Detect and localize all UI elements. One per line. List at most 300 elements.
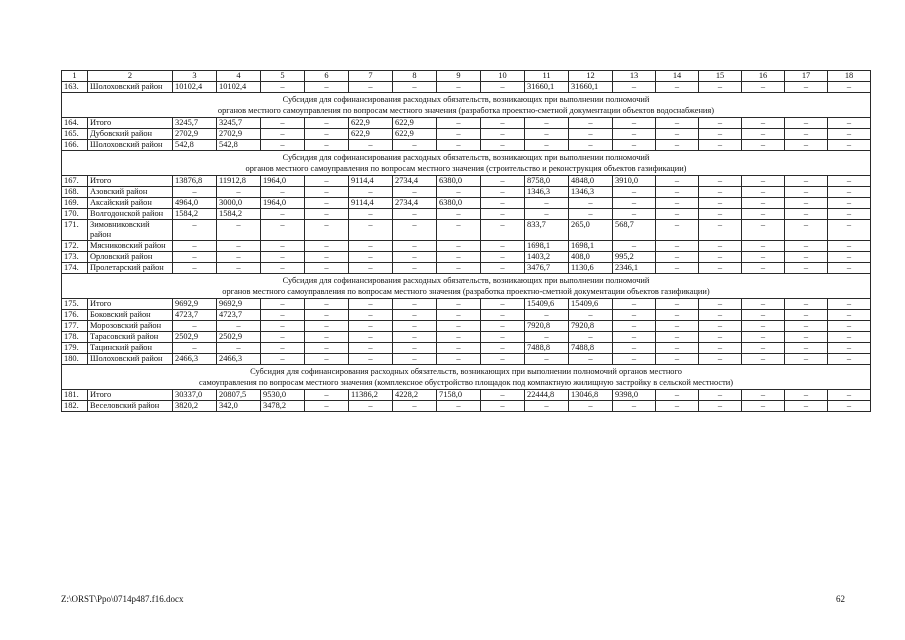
value-cell: 8758,0 [525, 176, 569, 187]
value-cell: – [261, 140, 305, 151]
value-cell: – [699, 390, 742, 401]
value-cell: 11386,2 [349, 390, 393, 401]
value-cell: 7488,8 [525, 343, 569, 354]
value-cell: – [699, 321, 742, 332]
value-cell: 2702,9 [217, 129, 261, 140]
value-cell: – [437, 354, 481, 365]
value-cell: 2734,4 [393, 198, 437, 209]
value-cell: – [525, 332, 569, 343]
value-cell: 7920,8 [569, 321, 613, 332]
value-cell: – [656, 129, 699, 140]
value-cell: – [828, 176, 871, 187]
table-row [62, 354, 871, 365]
table-row [62, 220, 871, 241]
value-cell: – [305, 198, 349, 209]
value-cell: 1346,3 [569, 187, 613, 198]
value-cell: – [828, 118, 871, 129]
value-cell: – [217, 263, 261, 274]
value-cell: – [742, 209, 785, 220]
value-cell: – [613, 332, 656, 343]
value-cell: – [481, 263, 525, 274]
value-cell: 542,8 [173, 140, 217, 151]
value-cell: – [613, 129, 656, 140]
value-cell: – [828, 263, 871, 274]
value-cell: 622,9 [349, 129, 393, 140]
value-cell: 1698,1 [525, 241, 569, 252]
value-cell: – [481, 332, 525, 343]
value-cell: 622,9 [393, 118, 437, 129]
column-number: 2 [88, 71, 173, 82]
column-number: 10 [481, 71, 525, 82]
value-cell: – [785, 82, 828, 93]
value-cell: – [481, 82, 525, 93]
value-cell: – [656, 263, 699, 274]
value-cell: – [481, 176, 525, 187]
value-cell: – [656, 310, 699, 321]
value-cell: – [742, 82, 785, 93]
district-name: Мясниковский район [88, 241, 173, 252]
value-cell: – [656, 252, 699, 263]
value-cell: – [481, 140, 525, 151]
value-cell: – [437, 220, 481, 241]
column-number: 5 [261, 71, 305, 82]
value-cell: – [437, 82, 481, 93]
table-row [62, 198, 871, 209]
value-cell: – [349, 321, 393, 332]
value-cell: – [569, 332, 613, 343]
value-cell: – [742, 252, 785, 263]
value-cell: – [699, 176, 742, 187]
value-cell: – [393, 140, 437, 151]
row-number: 166. [62, 140, 88, 151]
value-cell: – [437, 299, 481, 310]
value-cell: – [349, 187, 393, 198]
column-number: 16 [742, 71, 785, 82]
value-cell: – [742, 241, 785, 252]
value-cell: – [785, 343, 828, 354]
value-cell: 2502,9 [217, 332, 261, 343]
value-cell: – [437, 241, 481, 252]
value-cell: – [305, 140, 349, 151]
district-name: Шолоховский район [88, 354, 173, 365]
value-cell: – [699, 263, 742, 274]
value-cell: – [569, 354, 613, 365]
value-cell: 342,0 [217, 401, 261, 412]
value-cell: – [173, 241, 217, 252]
section-heading-line: Субсидия для софинансирования расходных обязательств, возникающих при выполнении полномочий органов местного [250, 367, 682, 376]
value-cell: 10102,4 [217, 82, 261, 93]
value-cell: – [261, 252, 305, 263]
value-cell: 7158,0 [437, 390, 481, 401]
value-cell: – [525, 140, 569, 151]
value-cell: – [393, 321, 437, 332]
column-number: 18 [828, 71, 871, 82]
district-name: Шолоховский район [88, 82, 173, 93]
value-cell: 833,7 [525, 220, 569, 241]
value-cell: – [437, 310, 481, 321]
table-row [62, 401, 871, 412]
value-cell: – [742, 140, 785, 151]
column-number: 13 [613, 71, 656, 82]
value-cell: 4723,7 [217, 310, 261, 321]
value-cell: – [828, 252, 871, 263]
row-number: 167. [62, 176, 88, 187]
row-number: 165. [62, 129, 88, 140]
value-cell: – [525, 129, 569, 140]
value-cell: – [481, 321, 525, 332]
value-cell: – [305, 299, 349, 310]
value-cell: – [525, 118, 569, 129]
table-row [62, 263, 871, 274]
value-cell: 15409,6 [525, 299, 569, 310]
table-row [62, 321, 871, 332]
value-cell: 3245,7 [217, 118, 261, 129]
value-cell: 1964,0 [261, 176, 305, 187]
value-cell: 1584,2 [217, 209, 261, 220]
column-number: 14 [656, 71, 699, 82]
value-cell: – [437, 140, 481, 151]
value-cell: – [742, 187, 785, 198]
value-cell: 265,0 [569, 220, 613, 241]
value-cell: – [656, 343, 699, 354]
value-cell: – [217, 187, 261, 198]
value-cell: – [261, 263, 305, 274]
value-cell: – [393, 332, 437, 343]
value-cell: – [481, 401, 525, 412]
value-cell: – [742, 343, 785, 354]
value-cell: – [217, 252, 261, 263]
value-cell: – [656, 118, 699, 129]
value-cell: – [481, 252, 525, 263]
section-heading-row [62, 93, 871, 118]
row-number: 176. [62, 310, 88, 321]
district-name: Орловский район [88, 252, 173, 263]
column-number: 8 [393, 71, 437, 82]
value-cell: – [699, 209, 742, 220]
section-heading [62, 93, 871, 118]
value-cell: – [828, 343, 871, 354]
value-cell: – [656, 220, 699, 241]
value-cell: – [613, 310, 656, 321]
value-cell: – [481, 299, 525, 310]
district-name: Итого [88, 390, 173, 401]
value-cell: 7488,8 [569, 343, 613, 354]
value-cell: – [261, 82, 305, 93]
value-cell: – [785, 209, 828, 220]
value-cell: – [742, 129, 785, 140]
value-cell: – [569, 198, 613, 209]
value-cell: – [785, 354, 828, 365]
value-cell: – [742, 390, 785, 401]
value-cell: – [393, 220, 437, 241]
value-cell: – [785, 321, 828, 332]
value-cell: – [828, 401, 871, 412]
row-number: 172. [62, 241, 88, 252]
value-cell: – [525, 401, 569, 412]
district-name: Итого [88, 118, 173, 129]
value-cell: 4228,2 [393, 390, 437, 401]
value-cell: – [393, 187, 437, 198]
value-cell: – [656, 241, 699, 252]
value-cell: – [699, 82, 742, 93]
value-cell: – [305, 187, 349, 198]
value-cell: – [656, 198, 699, 209]
value-cell: – [349, 140, 393, 151]
district-name: Тацинский район [88, 343, 173, 354]
value-cell: – [742, 354, 785, 365]
value-cell: – [742, 332, 785, 343]
value-cell: – [569, 209, 613, 220]
document-page [61, 70, 859, 412]
value-cell: – [393, 310, 437, 321]
column-number-row [62, 71, 871, 82]
column-number: 11 [525, 71, 569, 82]
value-cell: – [305, 252, 349, 263]
value-cell: – [828, 321, 871, 332]
value-cell: – [569, 310, 613, 321]
value-cell: – [481, 118, 525, 129]
value-cell: – [828, 390, 871, 401]
value-cell: – [785, 332, 828, 343]
table-row [62, 332, 871, 343]
value-cell: – [742, 401, 785, 412]
section-heading-line: органов местного самоуправления по вопросам местного значения (разработка проектно-сметной документации объектов газификации) [222, 287, 710, 296]
value-cell: – [349, 343, 393, 354]
table-row [62, 187, 871, 198]
value-cell: – [828, 220, 871, 241]
value-cell: – [481, 354, 525, 365]
section-heading [62, 274, 871, 299]
section-heading-row [62, 274, 871, 299]
district-name: Аксайский район [88, 198, 173, 209]
district-name: Итого [88, 176, 173, 187]
budget-table [61, 70, 871, 412]
value-cell: – [613, 354, 656, 365]
value-cell: – [261, 343, 305, 354]
value-cell: 3910,0 [613, 176, 656, 187]
value-cell: – [742, 176, 785, 187]
section-heading-line: Субсидия для софинансирования расходных обязательств, возникающих при выполнении полномочий [282, 153, 650, 162]
value-cell: – [349, 209, 393, 220]
value-cell: – [349, 82, 393, 93]
value-cell: – [261, 129, 305, 140]
value-cell: 568,7 [613, 220, 656, 241]
value-cell: 3476,7 [525, 263, 569, 274]
column-number: 17 [785, 71, 828, 82]
value-cell: – [613, 140, 656, 151]
value-cell: 22444,8 [525, 390, 569, 401]
district-name: Зимовниковский район [88, 220, 173, 241]
row-number: 174. [62, 263, 88, 274]
table-row [62, 252, 871, 263]
value-cell: 2702,9 [173, 129, 217, 140]
value-cell: – [349, 252, 393, 263]
value-cell: – [656, 401, 699, 412]
value-cell: 9530,0 [261, 390, 305, 401]
table-row [62, 343, 871, 354]
table-row [62, 241, 871, 252]
row-number: 173. [62, 252, 88, 263]
row-number: 181. [62, 390, 88, 401]
value-cell: – [699, 343, 742, 354]
value-cell: – [481, 390, 525, 401]
value-cell: 2502,9 [173, 332, 217, 343]
section-heading-row [62, 151, 871, 176]
value-cell: – [699, 354, 742, 365]
value-cell: – [613, 241, 656, 252]
value-cell: – [525, 354, 569, 365]
value-cell: – [785, 252, 828, 263]
value-cell: – [525, 198, 569, 209]
value-cell: – [217, 321, 261, 332]
row-number: 180. [62, 354, 88, 365]
column-number: 6 [305, 71, 349, 82]
value-cell: – [305, 401, 349, 412]
table-row [62, 299, 871, 310]
value-cell: – [261, 332, 305, 343]
value-cell: – [656, 299, 699, 310]
value-cell: – [785, 390, 828, 401]
value-cell: – [393, 263, 437, 274]
table-row [62, 390, 871, 401]
value-cell: – [613, 118, 656, 129]
value-cell: 9114,4 [349, 198, 393, 209]
value-cell: – [261, 209, 305, 220]
district-name: Веселовский район [88, 401, 173, 412]
value-cell: – [349, 241, 393, 252]
value-cell: 1584,2 [173, 209, 217, 220]
value-cell: – [305, 354, 349, 365]
district-name: Итого [88, 299, 173, 310]
column-number: 3 [173, 71, 217, 82]
value-cell: – [261, 187, 305, 198]
value-cell: – [305, 220, 349, 241]
table-row [62, 310, 871, 321]
value-cell: – [828, 209, 871, 220]
value-cell: – [217, 220, 261, 241]
value-cell: – [305, 343, 349, 354]
value-cell: – [173, 187, 217, 198]
value-cell: – [173, 321, 217, 332]
value-cell: – [305, 263, 349, 274]
section-heading-line: Субсидия для софинансирования расходных обязательств, возникающих при выполнении полномочий [282, 95, 650, 104]
value-cell: – [569, 401, 613, 412]
value-cell: – [613, 82, 656, 93]
value-cell: – [305, 321, 349, 332]
value-cell: – [785, 310, 828, 321]
value-cell: – [261, 241, 305, 252]
row-number: 175. [62, 299, 88, 310]
district-name: Дубовский район [88, 129, 173, 140]
value-cell: – [613, 299, 656, 310]
value-cell: – [742, 310, 785, 321]
value-cell: 31660,1 [569, 82, 613, 93]
value-cell: – [217, 241, 261, 252]
value-cell: – [613, 321, 656, 332]
value-cell: – [217, 343, 261, 354]
section-heading-line: самоуправления по вопросам местного значения (комплексное обустройство площадок под компактную жилищную застройку в сельской местности) [198, 378, 734, 387]
value-cell: – [742, 220, 785, 241]
value-cell: – [305, 82, 349, 93]
value-cell: – [349, 220, 393, 241]
value-cell: – [481, 209, 525, 220]
value-cell: – [828, 354, 871, 365]
section-heading-line: органов местного самоуправления по вопросам местного значения (строительство и реконструкция объектов газификации) [245, 164, 687, 173]
row-number: 168. [62, 187, 88, 198]
value-cell: – [699, 310, 742, 321]
value-cell: – [481, 129, 525, 140]
value-cell: – [785, 401, 828, 412]
value-cell: – [261, 310, 305, 321]
value-cell: – [437, 252, 481, 263]
value-cell: – [785, 129, 828, 140]
value-cell: – [525, 209, 569, 220]
value-cell: 3000,0 [217, 198, 261, 209]
value-cell: – [699, 198, 742, 209]
file-path: Z:\ORST\Ppo\0714p487.f16.docx [61, 594, 184, 604]
district-name: Пролетарский район [88, 263, 173, 274]
value-cell: – [437, 263, 481, 274]
value-cell: – [437, 401, 481, 412]
value-cell: – [569, 129, 613, 140]
value-cell: – [481, 310, 525, 321]
value-cell: – [656, 187, 699, 198]
value-cell: 4723,7 [173, 310, 217, 321]
value-cell: – [569, 140, 613, 151]
value-cell: – [742, 198, 785, 209]
value-cell: 1403,2 [525, 252, 569, 263]
value-cell: 9692,9 [173, 299, 217, 310]
value-cell: – [481, 343, 525, 354]
row-number: 170. [62, 209, 88, 220]
value-cell: – [656, 354, 699, 365]
value-cell: – [785, 241, 828, 252]
value-cell: – [699, 241, 742, 252]
district-name: Тарасовский район [88, 332, 173, 343]
value-cell: – [261, 321, 305, 332]
value-cell: 2734,4 [393, 176, 437, 187]
column-number: 1 [62, 71, 88, 82]
column-number: 4 [217, 71, 261, 82]
value-cell: – [613, 198, 656, 209]
value-cell: – [785, 187, 828, 198]
value-cell: – [699, 332, 742, 343]
value-cell: – [828, 241, 871, 252]
value-cell: – [785, 299, 828, 310]
value-cell: 542,8 [217, 140, 261, 151]
value-cell: – [613, 187, 656, 198]
value-cell: – [699, 118, 742, 129]
value-cell: 13876,8 [173, 176, 217, 187]
value-cell: 1346,3 [525, 187, 569, 198]
value-cell: – [699, 220, 742, 241]
value-cell: 3820,2 [173, 401, 217, 412]
section-heading-row [62, 365, 871, 390]
value-cell: – [742, 263, 785, 274]
value-cell: – [785, 176, 828, 187]
value-cell: 10102,4 [173, 82, 217, 93]
value-cell: – [305, 176, 349, 187]
value-cell: – [656, 332, 699, 343]
value-cell: – [305, 390, 349, 401]
value-cell: – [613, 343, 656, 354]
value-cell: – [699, 129, 742, 140]
value-cell: – [785, 198, 828, 209]
value-cell: – [261, 118, 305, 129]
value-cell: – [699, 252, 742, 263]
value-cell: 1964,0 [261, 198, 305, 209]
value-cell: 2466,3 [217, 354, 261, 365]
